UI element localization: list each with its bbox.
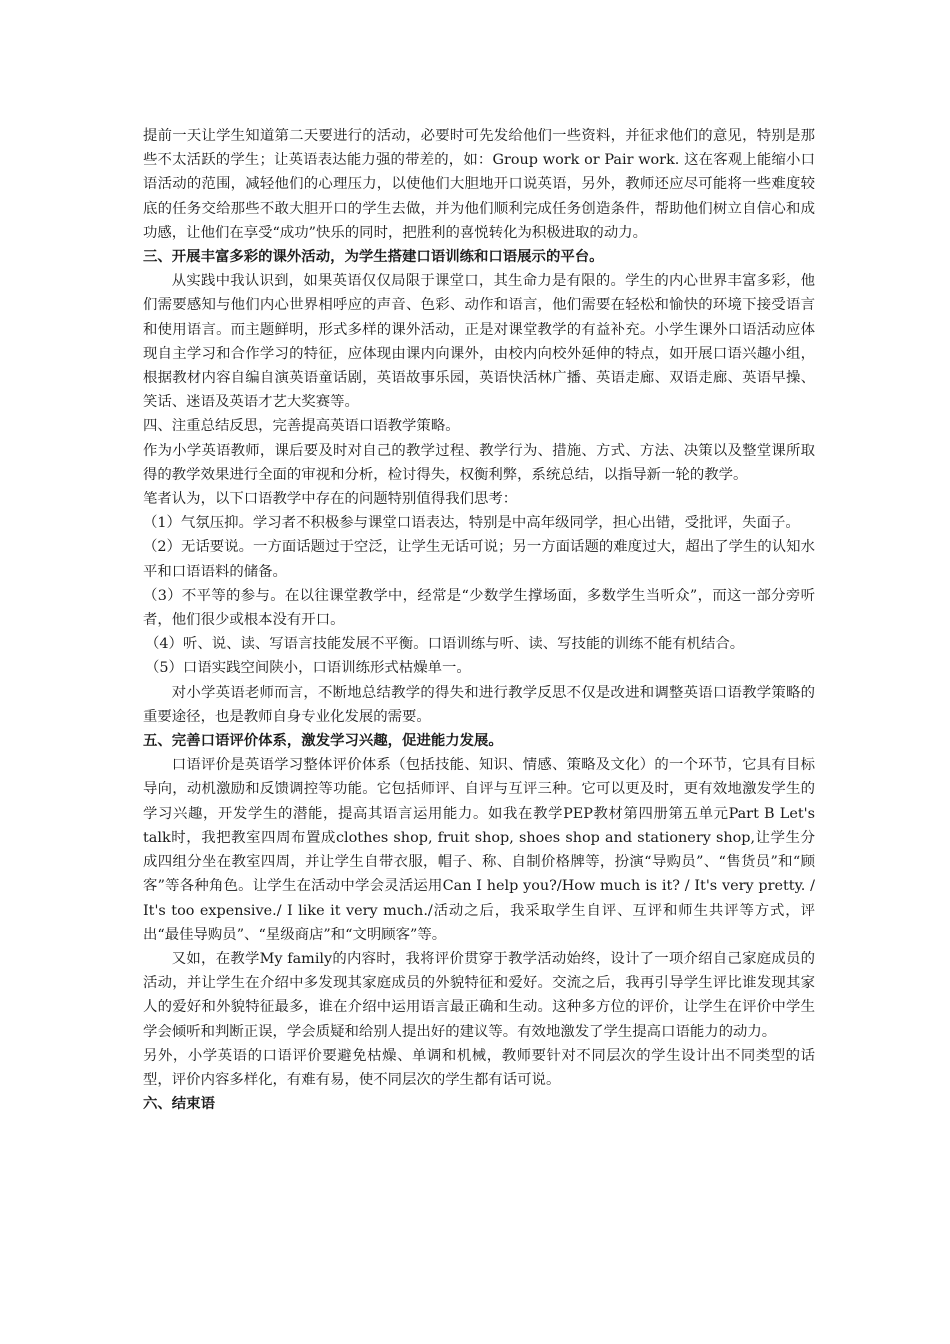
section-heading-5: 五、完善口语评价体系，激发学习兴趣，促进能力发展。: [143, 732, 503, 750]
paragraph-extracurricular: 从实践中我认识到，如果英语仅仅局限于课堂口，其生命力是有限的。学生的内心世界丰富多彩，他们需要感知与他们内心世界相呼应的声音、色彩、动作和语言，他们需要在轻松和愉快的环境下接受语言和使用语言。而主题鲜明，形式多样的课外活动，正是对课堂教学的有益补充。小学生课外口语活动应体现自主学习和合作学习的特征，应体现由课内向课外，由校内向校外延伸的特点，如开展口语兴趣小组，根据教材内容自编自演英语童话剧，英语故事乐园，英语快活林广播、英语走廊、双语走廊、英语早操、笑话、迷语及英语才艺大奖赛等。: [143, 273, 815, 411]
list-item-problem-4: （4）听、说、读、写语言技能发展不平衡。口语训练与听、读、写技能的训练不能有机结合。: [145, 636, 745, 653]
paragraph-oral-evaluation: 口语评价是英语学习整体评价体系（包括技能、知识、情感、策略及文化）的一个环节，它具有目标导向，动机激励和反馈调控等功能。它包括师评、自评与互评三种。它可以更及时，更有效地激发学生的学习兴趣，开发学生的潜能，提高其语言运用能力。如我在教学PEP教材第四册第五单元Part B Let's talk时，我把教室四周布置成clothes shop, fruit shop, shoes shop and stationery shop,让学生分成四组分坐在教室四周，并让学生自带衣服，帽子、称、自制价格牌等，扮演“导购员”、“售货员”和“顾客”等各种角色。让学生在活动中学会灵活运用Can I help you?/How much is it? / It's very pretty. / It's too expensive./ I like it very much./活动之后，我采取学生自评、互评和师生共评等方式，评出“最佳导购员”、“星级商店”和“文明顾客”等。: [143, 757, 815, 943]
list-item-problem-2: （2）无话要说。一方面话题过于空泛，让学生无话可说；另一方面话题的难度过大，超出了学生的认知水平和口语语料的储备。: [143, 539, 815, 580]
paragraph-reflection-importance: 对小学英语老师而言，不断地总结教学的得失和进行教学反思不仅是改进和调整英语口语教学策略的重要途径，也是教师自身专业化发展的需要。: [143, 684, 815, 725]
paragraph-my-family-example: 又如，在教学My family的内容时，我将评价贯穿于教学活动始终，设计了一项介绍自己家庭成员的活动，并让学生在介绍中多发现其家庭成员的外貌特征和爱好。交流之后，我再引导学生评比谁发现其家人的爱好和外貌特征最多，谁在介绍中运用语言最正确和生动。这种多方位的评价，让学生在评价中学生学会倾听和判断正误，学会质疑和给别人提出好的建议等。有效地激发了学生提高口语能力的动力。: [143, 950, 815, 1040]
section-heading-3: 三、开展丰富多彩的课外活动，为学生搭建口语训练和口语展示的平台。: [143, 248, 604, 266]
list-item-problem-1: （1）气氛压抑。学习者不积极参与课堂口语表达，特别是中高年级同学，担心出错，受批评，失面子。: [143, 515, 800, 532]
paragraph-activity-preparation: 提前一天让学生知道第二天要进行的活动，必要时可先发给他们一些资料，并征求他们的意见，特别是那些不太活跃的学生；让英语表达能力强的带差的，如：Group work or Pair work. 这在客观上能缩小口语活动的范围，减轻他们的心理压力，以使他们大胆地开口说英语，另外，教师还应尽可能将一些难度较底的任务交给那些不敢大胆开口的学生去做，并为他们顺利完成任务创造条件，帮助他们树立自信心和成功感，让他们在享受“成功”快乐的同时，把胜利的喜悦转化为积极进取的动力。: [143, 128, 815, 241]
paragraph-evaluation-variety: 另外，小学英语的口语评价要避免枯燥、单调和机械，教师要针对不同层次的学生设计出不同类型的话型，评价内容多样化，有难有易，使不同层次的学生都有话可说。: [143, 1047, 815, 1088]
section-heading-4: 四、注重总结反思，完善提高英语口语教学策略。: [143, 418, 460, 435]
document-body: [143, 124, 815, 1116]
paragraph-teacher-reflection: 作为小学英语教师，课后要及时对自己的教学过程、教学行为、措施、方式、方法、决策以及整堂课所取得的教学效果进行全面的审视和分析，检讨得失，权衡利弊，系统总结，以指导新一轮的教学。: [143, 442, 815, 483]
paragraph-problems-intro: 笔者认为，以下口语教学中存在的问题特别值得我们思考：: [143, 491, 518, 508]
section-heading-6: 六、结束语: [143, 1095, 215, 1113]
list-item-problem-5: （5）口语实践空间陕小，口语训练形式枯燥单一。: [145, 660, 471, 677]
list-item-problem-3: （3）不平等的参与。在以往课堂教学中，经常是“少数学生撑场面，多数学生当听众”，而这一部分旁听者，他们很少或根本没有开口。: [143, 587, 815, 629]
